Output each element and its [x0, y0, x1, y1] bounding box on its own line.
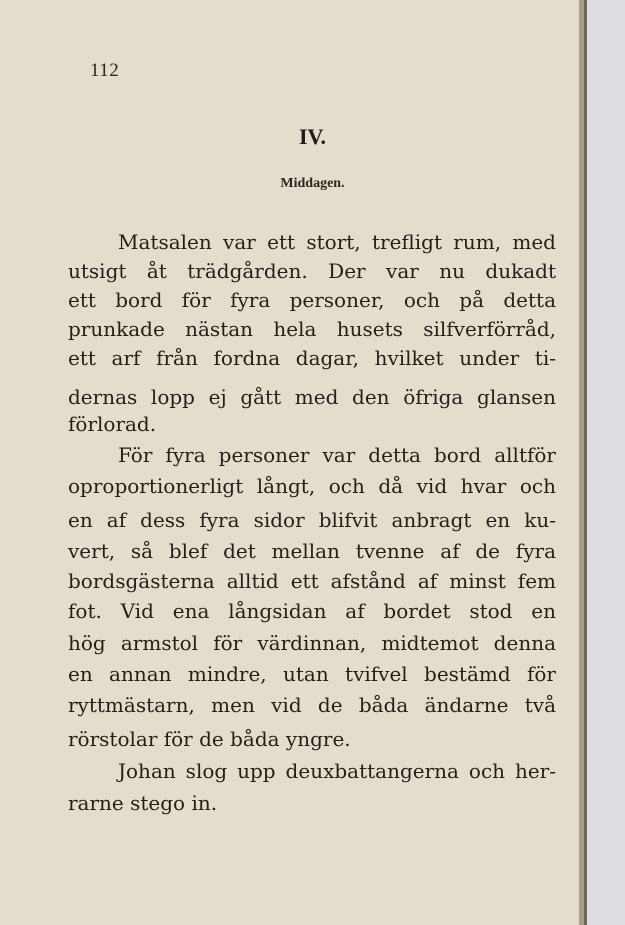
text-line: ett bord för fyra personer, och på detta — [68, 288, 556, 312]
text-line: Johan slog upp deuxbattangerna och her- — [118, 759, 556, 783]
text-line: rarne stego in. — [68, 791, 218, 815]
text-line: vert, så blef det mellan tvenne af de fyra — [68, 539, 556, 563]
text-line: För fyra personer var detta bord alltför — [118, 443, 556, 467]
text-line: ett arf från fordna dagar, hvilket under ti- — [68, 346, 556, 370]
chapter-number: IV. — [298, 124, 327, 149]
text-line: utsigt åt trädgården. Der var nu dukadt — [68, 259, 556, 283]
text-line: en annan mindre, utan tvifvel bestämd för — [68, 662, 556, 686]
page-number: 112 — [90, 60, 120, 81]
text-line: fot. Vid ena långsidan af bordet stod en — [68, 599, 556, 623]
text-line: prunkade nästan hela husets silfverförråd, — [68, 317, 556, 341]
text-line: Matsalen var ett stort, trefligt rum, med — [118, 230, 556, 254]
chapter-title: Middagen. — [280, 176, 345, 191]
text-line: förlorad. — [68, 412, 157, 436]
text-line: ryttmästarn, men vid de båda ändarne två — [68, 693, 556, 717]
text-line: bordsgästerna alltid ett afstånd af minst fem — [68, 569, 556, 593]
text-line: dernas lopp ej gått med den öfriga glansen — [68, 385, 556, 409]
text-line: en af dess fyra sidor blifvit anbragt en ku- — [68, 508, 556, 532]
text-line: oproportionerligt långt, och då vid hvar och — [68, 474, 556, 498]
text-line: hög armstol för värdinnan, midtemot denna — [68, 631, 556, 655]
text-line: rörstolar för de båda yngre. — [68, 727, 351, 751]
